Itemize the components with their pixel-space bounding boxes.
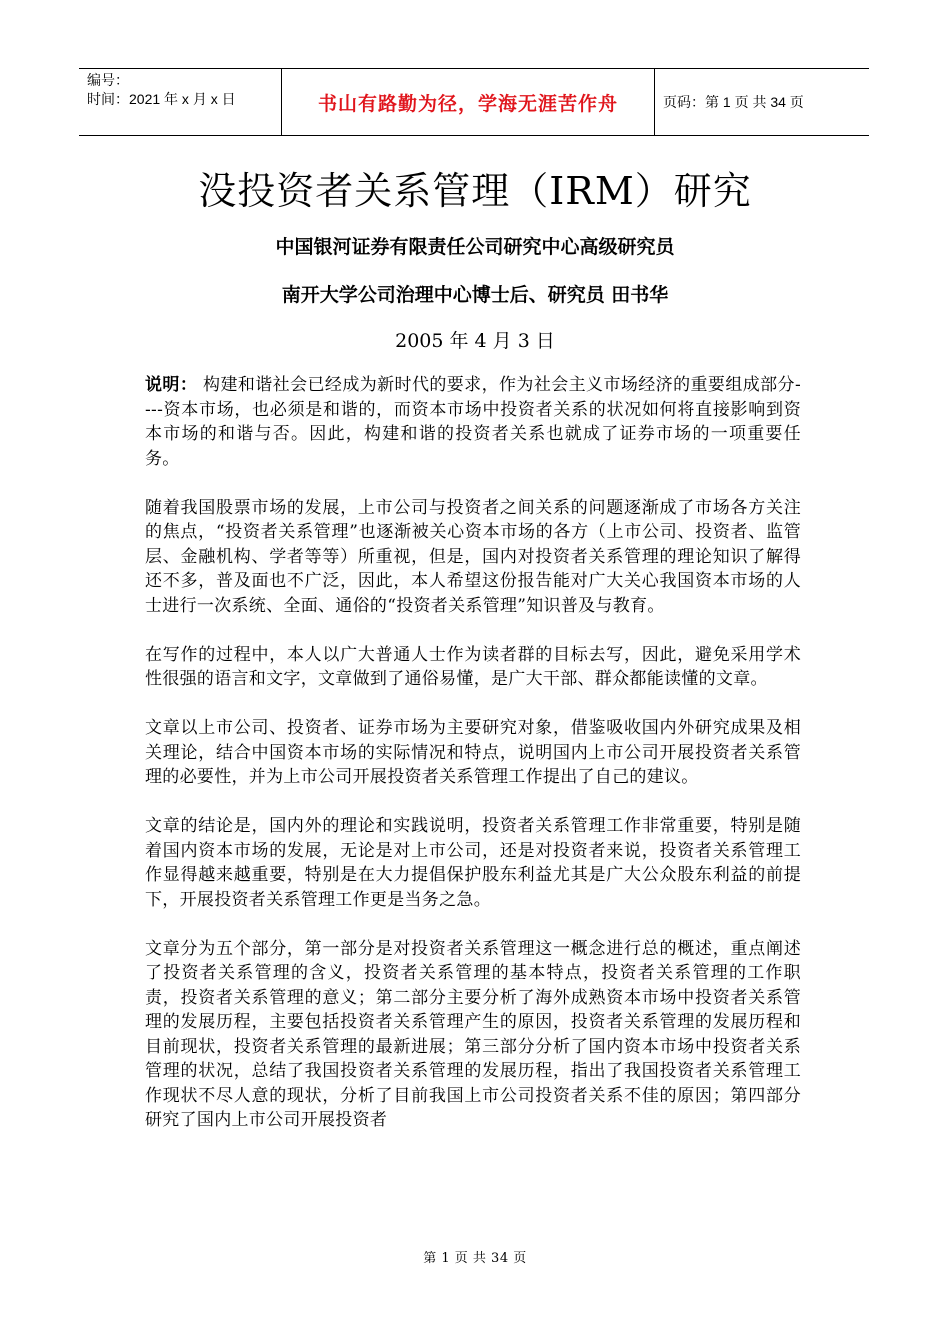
- header-motto-cell: [281, 69, 655, 135]
- author-affiliation-2: 南开大学公司治理中心博士后、研究员 田书华: [281, 284, 669, 306]
- paragraph-note: [145, 373, 801, 471]
- paragraph-text: 构建和谐社会已经成为新时代的要求，作为社会主义市场经济的重要组成部分----资本市场，也必须是和谐的，而资本市场中投资者关系的状况如何将直接影响到资本市场的和谐与否。因此，构建和谐的投资者关系也就成了证券市场的一项重要任务。: [145, 375, 801, 469]
- paragraph: 文章分为五个部分，第一部分是对投资者关系管理这一概念进行总的概述，重点阐述了投资者关系管理的含义，投资者关系管理的基本特点，投资者关系管理的工作职责，投资者关系管理的意义；第二部分主要分析了海外成熟资本市场中投资者关系管理的发展历程，主要包括投资者关系管理产生的原因，投资者关系管理的发展历程和目前现状，投资者关系管理的最新进展；第三部分分析了国内资本市场中投资者关系管理的状况，总结了我国投资者关系管理的发展历程，指出了我国投资者关系管理工作现状不尽人意的现状，分析了目前我国上市公司投资者关系不佳的原因；第四部分研究了国内上市公司开展投资者: [145, 938, 801, 1130]
- paragraph: 在写作的过程中，本人以广大普通人士作为读者群的目标去写，因此，避免采用学术性很强的语言和文字，文章做到了通俗易懂，是广大干部、群众都能读懂的文章。: [145, 644, 801, 689]
- header-page-info: [655, 69, 869, 135]
- header-table: [79, 68, 869, 136]
- note-label: 说明：: [145, 375, 198, 395]
- document-title: 没投资者关系管理（IRM）研究: [198, 169, 752, 213]
- paragraph: 随着我国股票市场的发展，上市公司与投资者之间关系的问题逐渐成了市场各方关注的焦点，“投资者关系管理”也逐渐被关心资本市场的各方（上市公司、投资者、监管层、金融机构、学者等等）所重视，但是，国内对投资者关系管理的理论知识了解得还不多，普及面也不广泛，因此，本人希望这份报告能对广大关心我国资本市场的人士进行一次系统、全面、通俗的“投资者关系管理”知识普及与教育。: [145, 497, 801, 616]
- motto-text: 书山有路勤为径，学海无涯苦作舟: [317, 92, 618, 115]
- document-date: 2005 年 4 月 3 日: [395, 330, 555, 352]
- paragraph: 文章的结论是，国内外的理论和实践说明，投资者关系管理工作非常重要，特别是随着国内资本市场的发展，无论是对上市公司，还是对投资者来说，投资者关系管理工作显得越来越重要，特别是在大力提倡保护股东利益尤其是广大公众股东利益的前提下，开展投资者关系管理工作更是当务之急。: [145, 816, 801, 910]
- code-label: 编号：: [87, 72, 129, 88]
- paragraph: 文章以上市公司、投资者、证券市场为主要研究对象，借鉴吸收国内外研究成果及相关理论，结合中国资本市场的实际情况和特点，说明国内上市公司开展投资者关系管理的必要性，并为上市公司开展投资者关系管理工作提出了自己的建议。: [145, 718, 801, 787]
- document-body: [145, 373, 801, 1157]
- header-meta: [79, 69, 281, 135]
- page-info-text: 页码：第 1 页 共 34 页: [663, 94, 804, 110]
- date-label: 时间：2021 年 x 月 x 日: [87, 91, 236, 107]
- page-footer: 第 1 页 共 34 页: [423, 1251, 527, 1266]
- author-affiliation-1: 中国银河证券有限责任公司研究中心高级研究员: [275, 236, 675, 258]
